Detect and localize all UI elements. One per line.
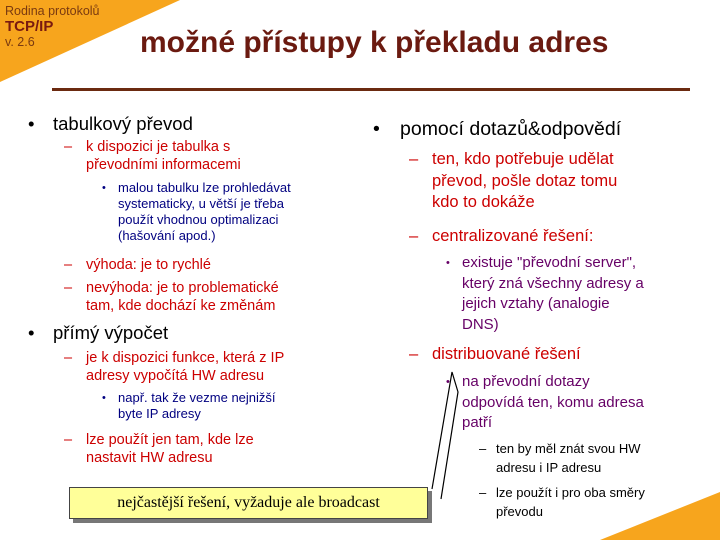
text-line: převodními informacemi [86, 157, 241, 173]
bullet: • [373, 118, 380, 140]
text-line: nevýhoda: je to problematické [86, 280, 279, 296]
bullet: • [446, 376, 450, 388]
dash: – [479, 485, 487, 500]
text-line: existuje "převodní server", [462, 254, 637, 271]
left-item-2-label: přímý výpočet [53, 322, 169, 343]
text-line: je k dispozici funkce, která z IP [86, 350, 285, 366]
text-line: převod, pošle dotaz tomu [432, 171, 618, 190]
text-line: (hašování apod.) [118, 228, 216, 243]
text-line: odpovídá ten, komu adresa [462, 393, 644, 411]
text-line: DNS) [462, 315, 499, 333]
text-line: systematicky, u větší je třeba [118, 196, 284, 211]
dash: – [64, 257, 73, 273]
series-name: Rodina protokolů [5, 4, 100, 18]
dash: – [409, 345, 419, 363]
text-line: adresu i IP adresu [496, 460, 602, 475]
text-line: ten by měl znát svou HW [496, 441, 641, 456]
dash: – [64, 350, 73, 366]
text-line: k dispozici je tabulka s [86, 139, 231, 155]
text-line: např. tak že vezme nejnižší [118, 390, 276, 405]
bullet: • [102, 392, 106, 404]
text-line: nastavit HW adresu [86, 450, 213, 466]
text-line: převodu [496, 504, 543, 519]
text-line: lze použít i pro oba směry [496, 485, 645, 500]
dash: – [479, 441, 487, 456]
text-line: který zná všechny adresy a [462, 274, 644, 292]
text-line: výhoda: je to rychlé [86, 257, 211, 273]
callout-box: nejčastější řešení, vyžaduje ale broadcast [69, 487, 428, 519]
protocol-name: TCP/IP [5, 18, 54, 35]
bullet: • [446, 257, 450, 269]
text-line: lze použít jen tam, kde lze [86, 432, 254, 448]
right-item-1-label: pomocí dotazů&odpovědí [400, 118, 622, 140]
bullet: • [28, 322, 35, 343]
text-line: byte IP adresy [118, 406, 201, 421]
dash: – [64, 139, 73, 155]
bullet: • [102, 182, 106, 194]
text-line: malou tabulku lze prohledávat [118, 180, 291, 195]
text-line: kdo to dokáže [432, 193, 535, 211]
text-line: adresy vypočítá HW adresu [86, 368, 265, 384]
text-line: centralizované řešení: [432, 227, 594, 245]
bullet: • [28, 113, 35, 134]
text-line: na převodní dotazy [462, 373, 590, 390]
version-label: v. 2.6 [5, 35, 35, 49]
text-line: patří [462, 414, 493, 431]
dash: – [409, 227, 419, 245]
text-line: distribuované řešení [432, 345, 581, 363]
dash: – [64, 280, 73, 296]
text-line: jejich vztahy (analogie [462, 295, 610, 312]
text-line: tam, kde dochází ke změnám [86, 298, 276, 314]
dash: – [64, 432, 73, 448]
dash: – [409, 150, 419, 168]
text-line: použít vhodnou optimalizaci [118, 212, 279, 227]
left-item-1-label: tabulkový převod [53, 113, 193, 134]
text-line: ten, kdo potřebuje udělat [432, 150, 614, 168]
slide-title: možné přístupy k překladu adres [140, 26, 609, 59]
